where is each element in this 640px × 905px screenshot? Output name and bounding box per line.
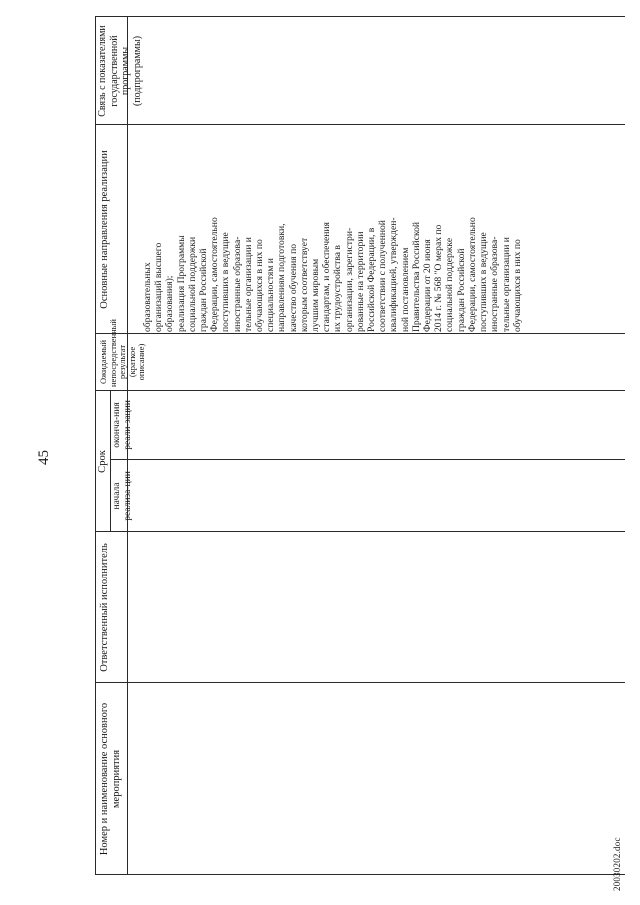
column-divider-result (95, 390, 625, 391)
header-end: оконча-ния реали-зации (112, 400, 133, 450)
column-divider-directions (95, 333, 625, 334)
term-subheader-divider (110, 391, 111, 532)
header-start: начала реализа-ции (112, 471, 133, 521)
header-directions: Основные направления реализации (99, 150, 110, 309)
cell-directions-text: образовательных организаций высшего образования); реализация Программы социальной поддержки граждан Российской Федерации, самостоятельно поступивших в ведущие иностранные образова- тельные организации и обучающихся в них по специальностям и направлениям подготовки, качество обучения по которым соответствует лучшим мировым стандартам, и обеспечения их трудоустройства в организации, зарегистри- рованные на территории Российской Федерации, в соответствии с полученной квалификацией, утвержден- ной постановлением Правительства Российской Федерации от 20 июня 2014 г. № 568 "О мерах по социальной поддержке граждан Российской Федерации, самостоятельно поступивших в ведущие иностранные образова- тельные организации и обучающихся в них по (142, 217, 523, 332)
doc-file-name: 20030202.doc (612, 837, 622, 891)
column-divider-executor (95, 682, 625, 683)
header-executor: Ответственный исполнитель (99, 543, 110, 672)
table-left-border (95, 874, 625, 875)
header-indicators: Связь с показателями государственной программы (подпрограммы) (97, 25, 143, 117)
header-result: Ожидаемый непосредственный результат (краткое описание) (98, 319, 146, 387)
table-right-border (95, 16, 625, 17)
column-divider-term-end (110, 459, 625, 460)
header-event: Номер и наименование основного мероприятия (99, 702, 122, 856)
column-divider-term (95, 531, 625, 532)
header-term: Срок (97, 450, 108, 473)
page-number: 45 (36, 450, 52, 465)
column-divider-indicators (95, 124, 625, 125)
table-top-border (95, 17, 96, 875)
